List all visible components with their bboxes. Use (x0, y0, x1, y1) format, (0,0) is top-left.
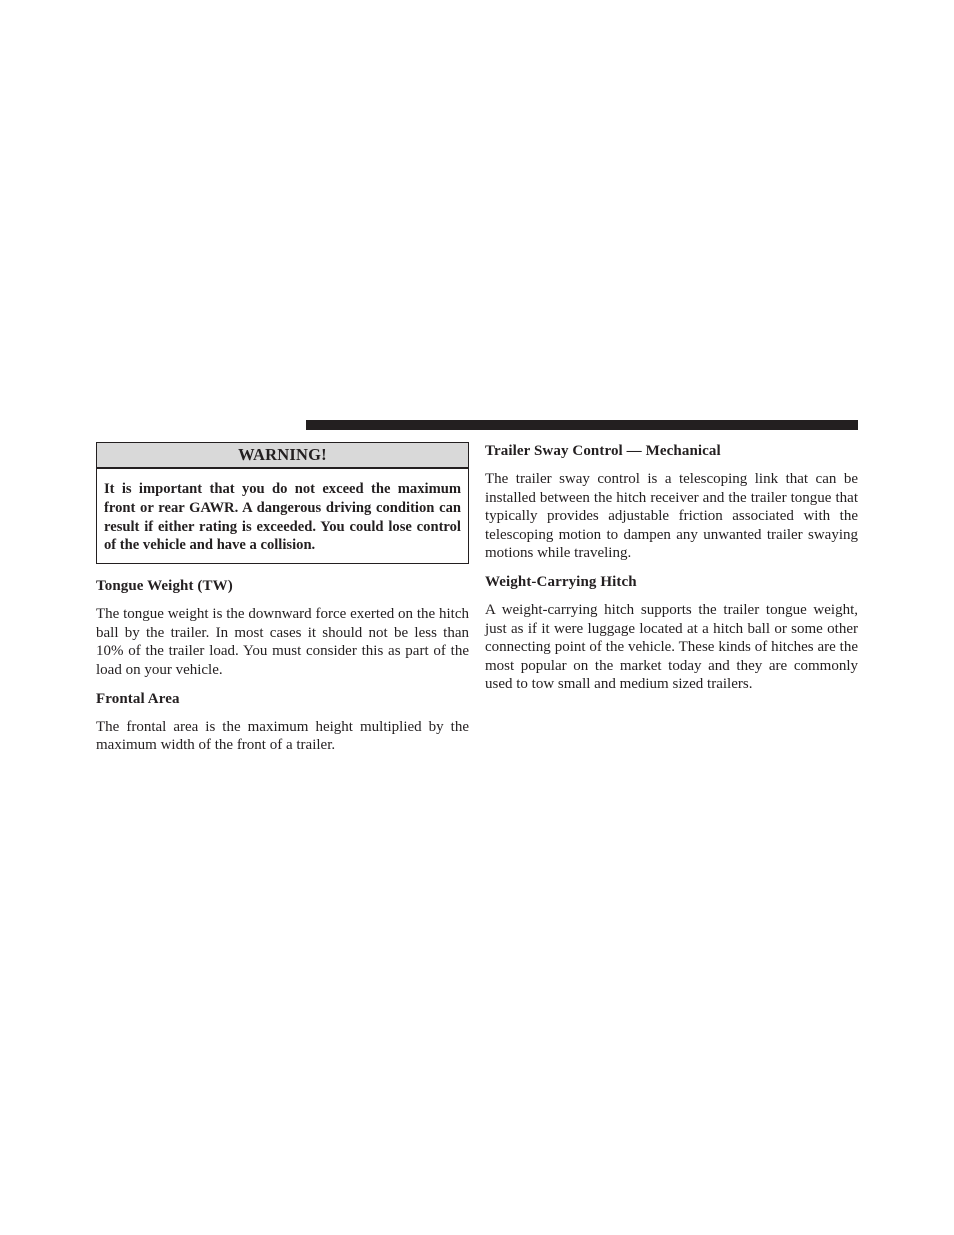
left-column (96, 442, 469, 765)
warning-title: WARNING! (97, 443, 468, 469)
section-heading-trailer-sway-control: Trailer Sway Control — Mechanical (485, 443, 721, 459)
right-column (485, 442, 858, 704)
section-body-trailer-sway-control: The trailer sway control is a telescoping link that can be installed between the hitch receiver and the trailer tongue that typically provides adjustable friction associated with the telescoping motion to dampen any unwanted trailer swaying motions while traveling. (485, 471, 858, 562)
warning-box (96, 442, 469, 564)
section-heading-weight-carrying-hitch: Weight-Carrying Hitch (485, 573, 637, 590)
header-rule (306, 420, 858, 430)
warning-text: It is important that you do not exceed the maximum front or rear GAWR. A dangerous driving condition can result if either rating is exceeded. You could lose control of the vehicle and have a collision. (104, 481, 461, 554)
section-body-tongue-weight: The tongue weight is the downward force exerted on the hitch ball by the trailer. In most cases it should not be less than 10% of the trailer load. You must consider this as part of the load on your vehicle. (96, 606, 469, 678)
section-heading-tongue-weight: Tongue Weight (TW) (96, 578, 233, 595)
section-body-frontal-area: The frontal area is the maximum height multiplied by the maximum width of the front of a trailer. (96, 718, 469, 754)
section-body-weight-carrying-hitch: A weight-carrying hitch supports the trailer tongue weight, just as if it were luggage located at a hitch ball or some other connecting point of the vehicle. These kinds of hitches are the most popular on the market today and they are commonly used to tow small and medium sized trailers. (485, 601, 858, 693)
section-heading-frontal-area: Frontal Area (96, 690, 180, 707)
